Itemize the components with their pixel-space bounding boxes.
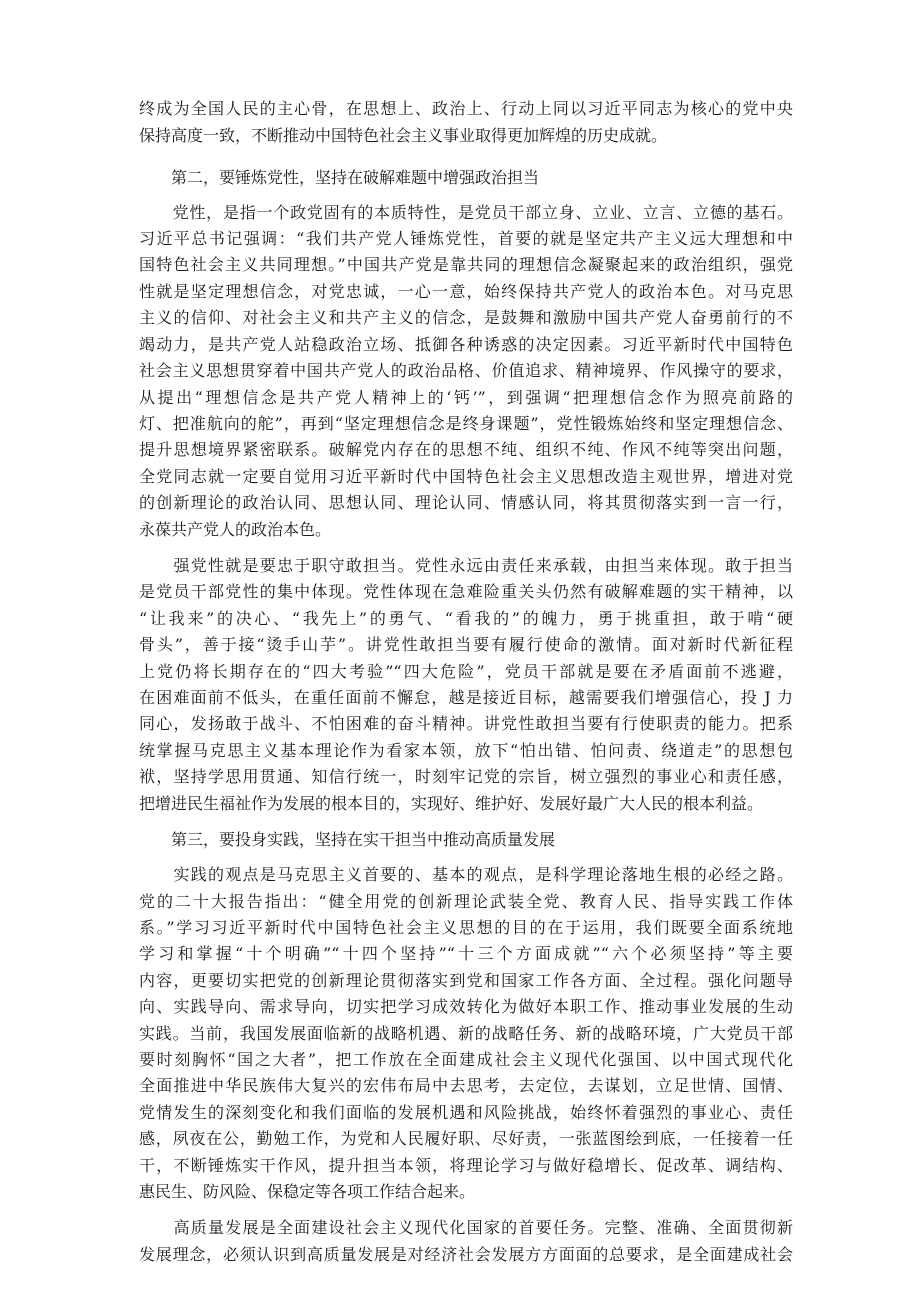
paragraph-line: 的创新理论的政治认同、思想认同、理论认同、情感认同，将其贯彻落实到一言一行， [139, 493, 793, 512]
paragraph-line: 社会主义思想贯穿着中国共产党人的政治品格、价值追求、精神境界、作风操守的要求， [139, 361, 793, 380]
paragraph-line: 统掌握马克思主义基本理论作为看家本领，放下“怕出错、怕问责、绕道走”的思想包 [139, 741, 793, 760]
paragraph-line: 骨头”，善于接“烫手山芋”。讲党性敢担当要有履行使命的激情。面对新时代新征程 [139, 635, 793, 654]
paragraph-line: 把增进民生福祉作为发展的根本目的，实现好、维护好、发展好最广大人民的根本利益。 [139, 794, 764, 813]
paragraph-line: 内容，更要切实把党的创新理论贯彻落实到党和国家工作各方面、全过程。强化问题导 [139, 971, 793, 990]
paragraph-line: 党性，是指一个政党固有的本质特性，是党员干部立身、立业、立言、立德的基石。 [139, 203, 793, 222]
paragraph-line: 感，夙夜在公，勤勉工作，为党和人民履好职、尽好责，一张蓝图绘到底，一任接着一任 [139, 1129, 793, 1148]
paragraph-line: 干，不断锤炼实干作风，提升担当本领，将理论学习与做好稳增长、促改革、调结构、 [139, 1156, 793, 1175]
section-heading: 第二，要锤炼党性，坚持在破解难题中增强政治担当 [139, 168, 540, 187]
paragraph-line: 要时刻胸怀“国之大者”，把工作放在全面建成社会主义现代化强国、以中国式现代化 [139, 1050, 793, 1069]
paragraph-line: 习近平总书记强调：“我们共产党人锤炼党性，首要的就是坚定共产主义远大理想和中 [139, 229, 793, 248]
paragraph-line: 性就是坚定理想信念，对党忠诚，一心一意，始终保持共产党人的政治本色。对马克思 [139, 282, 793, 301]
paragraph-line: 全党同志就一定要自觉用习近平新时代中国特色社会主义思想改造主观世界，增进对党 [139, 467, 793, 486]
paragraph-line: 在困难面前不低头，在重任面前不懈怠，越是接近目标，越需要我们增强信心，投 J 力 [139, 688, 793, 707]
paragraph-line: 党的二十大报告指出：“健全用党的创新理论武装全党、教育人民、指导实践工作体 [139, 892, 793, 911]
paragraph-line: 从提出“理想信念是共产党人精神上的‘钙’”，到强调“把理想信念作为照亮前路的 [139, 388, 793, 407]
paragraph-line: 是党员干部党性的集中体现。党性体现在急难险重关头仍然有破解难题的实干精神，以 [139, 582, 793, 601]
paragraph-line: 竭动力，是共产党人站稳政治立场、抵御各种诱惑的决定因素。习近平新时代中国特色 [139, 335, 793, 354]
paragraph-line: 发展理念，必须认识到高质量发展是对经济社会发展方方面面的总要求，是全面建成社会 [139, 1245, 793, 1264]
paragraph-line: 终成为全国人民的主心骨，在思想上、政治上、行动上同以习近平同志为核心的党中央 [139, 99, 793, 118]
paragraph-line: 党情发生的深刻变化和我们面临的发展机遇和风险挑战，始终怀着强烈的事业心、责任 [139, 1103, 793, 1122]
section-heading: 第三，要投身实践，坚持在实干担当中推动高质量发展 [139, 830, 556, 849]
paragraph-line: 实践。当前，我国发展面临新的战略机遇、新的战略任务、新的战略环境，广大党员干部 [139, 1024, 793, 1043]
paragraph-line: 同心，发扬敢于战斗、不怕困难的奋斗精神。讲党性敢担当要有行使职责的能力。把系 [139, 714, 793, 733]
paragraph-line: 系。”学习习近平新时代中国特色社会主义思想的目的在于运用，我们既要全面系统地 [139, 918, 793, 937]
paragraph-line: 永葆共产党人的政治本色。 [139, 520, 332, 539]
paragraph-line: 提升思想境界紧密联系。破解党内存在的思想不纯、组织不纯、作风不纯等突出问题， [139, 440, 793, 459]
paragraph-line: 学习和掌握“十个明确”“十四个坚持”“十三个方面成就”“六个必须坚持”等主要 [139, 944, 793, 963]
paragraph-line: 国特色社会主义共同理想。”中国共产党是靠共同的理想信念凝聚起来的政治组织，强党 [139, 255, 793, 274]
paragraph-line: 上党仍将长期存在的“四大考验”“四大危险”，党员干部就是要在矛盾面前不逃避， [139, 662, 793, 681]
paragraph-line: 主义的信仰、对社会主义和共产主义的信念，是鼓舞和激励中国共产党人奋勇前行的不 [139, 308, 793, 327]
paragraph-line: 向、实践导向、需求导向，切实把学习成效转化为做好本职工作、推动事业发展的生动 [139, 997, 793, 1016]
paragraph-line: 灯、把准航向的舵”，再到“坚定理想信念是终身课题”，党性锻炼始终和坚定理想信念、 [139, 414, 793, 433]
paragraph-line: 袱，坚持学思用贯通、知信行统一，时刻牢记党的宗旨，树立强烈的事业心和责任感， [139, 767, 793, 786]
paragraph-line: 惠民生、防风险、保稳定等各项工作结合起来。 [139, 1182, 476, 1201]
paragraph-line: “让我来”的决心、“我先上”的勇气、“看我的”的魄力，勇于挑重担，敢于啃“硬 [139, 609, 793, 628]
paragraph-line: 全面推进中华民族伟大复兴的宏伟布局中去思考，去定位，去谋划，立足世情、国情、 [139, 1076, 793, 1095]
paragraph-line: 强党性就是要忠于职守敢担当。党性永远由责任来承载，由担当来体现。敢于担当 [139, 556, 793, 575]
paragraph-line: 实践的观点是马克思主义首要的、基本的观点，是科学理论落地生根的必经之路。 [139, 865, 793, 884]
paragraph-line: 高质量发展是全面建设社会主义现代化国家的首要任务。完整、准确、全面贯彻新 [139, 1218, 793, 1237]
paragraph-line: 保持高度一致，不断推动中国特色社会主义事业取得更加辉煌的历史成就。 [139, 126, 668, 145]
